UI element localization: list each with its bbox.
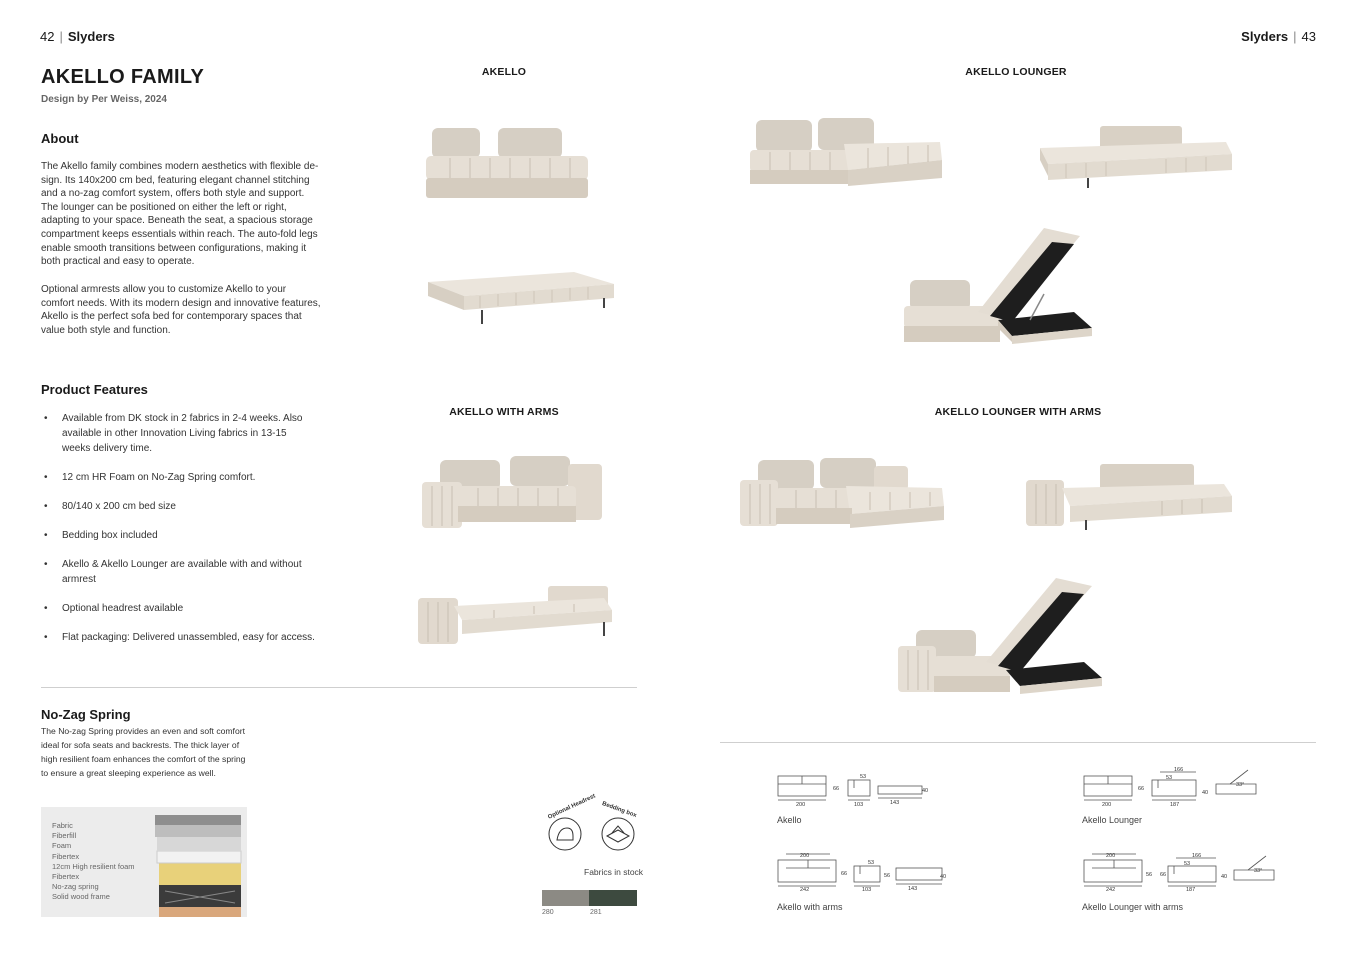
svg-text:66: 66: [833, 786, 840, 792]
swatch-code: 280: [542, 909, 554, 916]
feature-item: • 12 cm HR Foam on No-Zag Spring comfort.: [41, 470, 331, 485]
feature-item: • Flat packaging: Delivered unassembled, easy for access.: [41, 630, 331, 645]
akello-with-arms-dimension-drawing: [774, 848, 950, 892]
swatch-code: 281: [590, 909, 602, 916]
designer-credit: Design by Per Weiss, 2024: [41, 94, 167, 105]
label-akello: AKELLO: [481, 66, 527, 78]
akello-lounger-dimension-caption: Akello Lounger: [1082, 815, 1143, 825]
svg-text:200: 200: [800, 853, 810, 859]
svg-text:103: 103: [854, 802, 864, 808]
akello-with-arms-image: [418, 452, 608, 532]
svg-text:40: 40: [1202, 790, 1209, 796]
divider-right: [720, 742, 1316, 743]
feature-item: • Bedding box included: [41, 528, 331, 543]
akello-dimension-drawing: [774, 768, 934, 808]
akello-with-arms-dimension-caption: Akello with arms: [777, 902, 843, 912]
right-page-header: Slyders | 43: [1241, 29, 1316, 44]
text-line: sign. Its 140x200 cm bed, featuring elegant channel stitching: [41, 174, 310, 186]
nozag-heading: No-Zag Spring: [41, 707, 131, 722]
akello-with-arms-bed-image: [414, 582, 616, 652]
svg-text:200: 200: [1102, 802, 1112, 808]
svg-text:56: 56: [884, 873, 891, 879]
text-line: adapting to your space. Beneath the seat, a spacious storage: [41, 215, 313, 227]
text-line: value both style and function.: [41, 324, 171, 336]
akello-sofa-image: [420, 120, 595, 202]
svg-text:40: 40: [1221, 874, 1228, 880]
feature-item: • 80/140 x 200 cm bed size: [41, 499, 331, 514]
svg-text:40: 40: [940, 874, 947, 880]
svg-text:53: 53: [1166, 775, 1173, 781]
features-heading: Product Features: [41, 382, 148, 397]
svg-text:242: 242: [800, 887, 810, 892]
right-brand: Slyders: [1241, 29, 1289, 44]
akello-lounger-image-2: [1036, 120, 1236, 192]
akello-bed-image: [424, 262, 616, 326]
svg-text:53: 53: [860, 774, 867, 780]
svg-text:53: 53: [1184, 861, 1191, 867]
left-page-number: 42: [40, 29, 55, 44]
svg-text:166: 166: [1174, 767, 1184, 773]
svg-text:242: 242: [1106, 887, 1116, 892]
page-title: AKELLO FAMILY: [41, 66, 205, 88]
text-line: Optional armrests allow you to customize Akello to your: [41, 284, 287, 295]
akello-lounger-arms-storage-image: [894, 574, 1106, 698]
svg-text:53: 53: [868, 860, 875, 866]
headrest-badge-label: Optional Headrest: [547, 793, 597, 821]
about-paragraph-2: [41, 283, 321, 337]
features-list: [41, 411, 331, 659]
akello-lounger-arms-image-2: [1022, 460, 1236, 532]
label-akello-lounger-with-arms: AKELLO LOUNGER WITH ARMS: [934, 406, 1102, 418]
right-page-number: 43: [1301, 29, 1316, 44]
layers-list: Fabric Fiberfill Foam Fibertex 12cm High resilient foam Fibertex No-zag spring Solid wood frame: [52, 821, 135, 902]
akello-lounger-arms-image-1: [736, 452, 948, 532]
akello-lounger-with-arms-dimension-caption: Akello Lounger with arms: [1082, 902, 1184, 912]
text-line: both practical and easy to operate.: [41, 256, 195, 268]
text-line: The Akello family combines modern aesthetics with flexible de-: [41, 161, 319, 172]
svg-text:66: 66: [1138, 786, 1145, 792]
svg-text:143: 143: [908, 886, 918, 892]
akello-lounger-image-1: [744, 112, 944, 192]
text-line: compartment keeps essentials within reach. The auto-fold legs: [41, 228, 318, 240]
svg-text:103: 103: [862, 887, 872, 892]
svg-text:56: 56: [1146, 872, 1153, 878]
feature-item: • Optional headrest available: [41, 601, 331, 616]
fabric-swatch-280: [542, 890, 589, 906]
left-page-header: 42 | Slyders: [40, 29, 115, 44]
fabrics-label: Fabrics in stock: [584, 867, 644, 877]
svg-text:143: 143: [890, 800, 900, 806]
svg-text:33°: 33°: [1236, 782, 1245, 788]
text-line: enable smooth transitions between configurations, making it: [41, 242, 307, 254]
feature-item: • Akello & Akello Lounger are available with and without armrest: [41, 557, 331, 587]
nozag-paragraph: The No-zag Spring provides an even and soft comfort ideal for sofa seats and backrests. The thick layer of high resilient foam enhances the comfort of the spring to ensure a great sleeping experience as well.: [41, 726, 246, 778]
text-line: Akello is the perfect sofa bed for contemporary spaces that: [41, 311, 302, 323]
svg-text:187: 187: [1186, 887, 1196, 892]
svg-text:40: 40: [922, 788, 929, 794]
label-akello-lounger: AKELLO LOUNGER: [965, 66, 1067, 78]
about-heading: About: [41, 131, 79, 146]
akello-lounger-storage-image: [898, 224, 1098, 348]
layers-illustration: [41, 807, 247, 917]
left-brand: Slyders: [67, 29, 115, 44]
akello-lounger-dimension-drawing: [1080, 764, 1264, 808]
svg-text:200: 200: [796, 802, 806, 808]
text-line: comfort needs. With its modern design and innovative features,: [41, 297, 321, 309]
svg-text:187: 187: [1170, 802, 1180, 808]
divider-left: [41, 687, 637, 688]
layers-stack-graphic: [151, 811, 247, 917]
label-akello-with-arms: AKELLO WITH ARMS: [449, 406, 559, 418]
svg-text:166: 166: [1192, 853, 1202, 859]
feature-item: • Available from DK stock in 2 fabrics in 2-4 weeks. Also available in other Innovation Living fabrics in 13-15 weeks delivery time.: [41, 411, 331, 456]
text-line: and a no-zag comfort system, offers both style and support.: [41, 188, 305, 200]
bedding-badge-label: Bedding box: [601, 800, 638, 820]
about-paragraph-1: [41, 160, 321, 269]
fabric-swatch-281: [589, 890, 637, 906]
svg-text:33°: 33°: [1254, 868, 1263, 874]
akello-dimension-caption: Akello: [777, 815, 802, 825]
text-line: The lounger can be positioned on either the left or right,: [41, 201, 287, 213]
svg-text:200: 200: [1106, 853, 1116, 859]
svg-text:66: 66: [841, 871, 848, 877]
svg-text:66: 66: [1160, 872, 1167, 878]
akello-lounger-with-arms-dimension-drawing: [1080, 848, 1280, 892]
